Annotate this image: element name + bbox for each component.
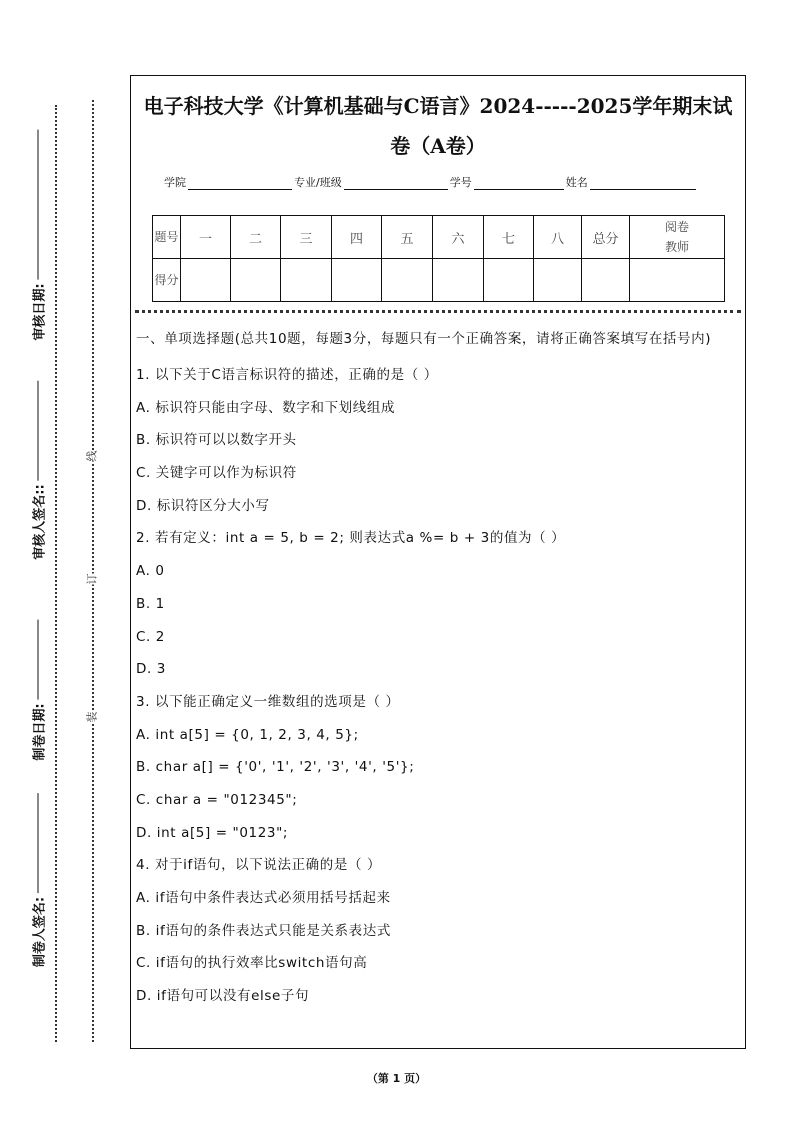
major-label: 专业/班级 [294, 176, 342, 189]
score-header-row [153, 216, 725, 259]
col-2: 二 [231, 216, 281, 259]
option-line: B. char a[] = {'0', '1', '2', '3', '4', '5'}; [136, 759, 415, 776]
college-field[interactable] [188, 178, 292, 190]
reviewer-signature-line [38, 380, 39, 480]
option-line: B. 标识符可以以数字开头 [136, 432, 297, 449]
review-date-label [29, 129, 48, 340]
review-date-line [38, 129, 39, 279]
major-field[interactable] [344, 178, 448, 190]
exam-page-frame [130, 75, 746, 1049]
question-line: 3. 以下能正确定义一维数组的选项是（ ） [136, 693, 400, 710]
option-line: C. char a = "012345"; [136, 791, 298, 808]
prepare-date-line [38, 619, 39, 699]
option-line: A. 标识符只能由字母、数字和下划线组成 [136, 399, 396, 416]
preparer-signature-text: 制卷人签名: [32, 896, 48, 968]
col-total: 总分 [582, 216, 630, 259]
score-cell[interactable] [332, 259, 382, 302]
college-label: 学院 [164, 176, 186, 189]
score-cell[interactable] [281, 259, 332, 302]
option-line: A. 0 [136, 563, 165, 580]
score-cell[interactable] [231, 259, 281, 302]
option-line: C. 关键字可以作为标识符 [136, 465, 297, 482]
option-line: B. if语句的条件表达式只能是关系表达式 [136, 922, 391, 939]
question-line: 2. 若有定义：int a = 5, b = 2; 则表达式a %= b + 3的值为（ ） [136, 530, 566, 547]
option-line: B. 1 [136, 595, 165, 612]
score-table [152, 215, 725, 302]
col-1: 一 [181, 216, 231, 259]
row-label-score: 得分 [153, 259, 181, 302]
score-cell[interactable] [433, 259, 484, 302]
option-line: D. 3 [136, 661, 166, 678]
prepare-date-label [29, 619, 48, 760]
option-line: A. int a[5] = {0, 1, 2, 3, 4, 5}; [136, 726, 359, 743]
student-id-field[interactable] [474, 178, 564, 190]
exam-title-line2: 卷（A卷） [390, 134, 486, 158]
option-line: D. 标识符区分大小写 [136, 497, 270, 514]
score-row [153, 259, 725, 302]
binding-ding: 订 [85, 573, 99, 585]
score-cell[interactable] [630, 259, 725, 302]
page-number: （第 1 页） [366, 1072, 427, 1085]
reviewer-signature-text: 审核人签名:: [32, 484, 48, 560]
prepare-date-text: 制卷日期: [32, 703, 48, 761]
exam-title-line1: 电子科技大学《计算机基础与C语言》2024-----2025学年期末试 [143, 94, 733, 118]
option-line: D. int a[5] = "0123"; [136, 824, 289, 841]
score-cell[interactable] [582, 259, 630, 302]
score-cell[interactable] [484, 259, 534, 302]
section-heading: 一、单项选择题(总共10题，每题3分，每题只有一个正确答案，请将正确答案填写在括号内) [136, 331, 712, 347]
option-line: D. if语句可以没有else子句 [136, 988, 310, 1005]
dotted-separator [135, 310, 741, 313]
col-7: 七 [484, 216, 534, 259]
option-line: A. if语句中条件表达式必须用括号括起来 [136, 890, 391, 906]
reviewer-signature-label [29, 380, 48, 559]
col-5: 五 [382, 216, 433, 259]
preparer-signature-line [38, 793, 39, 893]
name-field[interactable] [590, 178, 696, 190]
binding-xian: 线 [85, 450, 99, 462]
cut-line-inner [92, 100, 94, 1042]
col-3: 三 [281, 216, 332, 259]
col-8: 八 [534, 216, 582, 259]
option-line: C. 2 [136, 628, 165, 645]
student-id-label: 学号 [449, 176, 472, 189]
option-line: C. if语句的执行效率比switch语句高 [136, 955, 368, 972]
score-cell[interactable] [181, 259, 231, 302]
score-cell[interactable] [534, 259, 582, 302]
col-6: 六 [433, 216, 484, 259]
review-date-text: 审核日期: [32, 283, 48, 341]
cut-line-outer [55, 105, 57, 1042]
preparer-signature-label [29, 793, 48, 967]
student-info-row [164, 174, 698, 190]
row-label-question: 题号 [153, 216, 181, 259]
col-grader: 阅卷教师 [630, 216, 725, 259]
name-label: 姓名 [565, 176, 588, 189]
binding-zhuang: 装 [85, 711, 99, 723]
question-line: 4. 对于if语句，以下说法正确的是（ ） [136, 857, 382, 874]
question-body [136, 328, 741, 1013]
score-cell[interactable] [382, 259, 433, 302]
question-line: 1. 以下关于C语言标识符的描述，正确的是（ ） [136, 367, 438, 383]
col-4: 四 [332, 216, 382, 259]
